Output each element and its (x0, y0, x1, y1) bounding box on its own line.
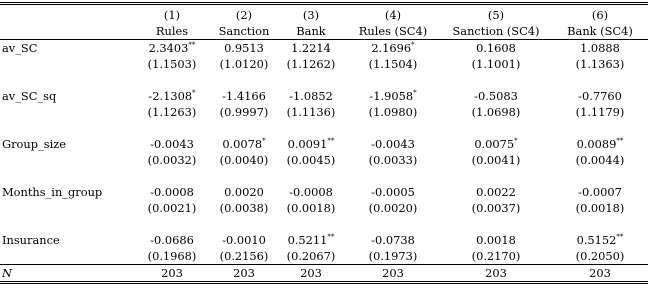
coefficient-cell (212, 232, 276, 248)
standard-error-cell: (1.1179) (575, 105, 625, 119)
standard-error-cell: (1.0120) (219, 57, 269, 71)
coefficient-row (0, 232, 648, 248)
standard-error-cell: (0.0038) (219, 201, 269, 215)
spacer-cell (132, 72, 212, 88)
coefficient-value: -0.0043 (371, 137, 415, 151)
coefficient-cell (552, 184, 648, 200)
coefficient-value: 1.2214 (291, 41, 331, 55)
observations-value: 203 (132, 265, 212, 283)
coefficient-cell (276, 136, 346, 152)
coefficient-value: -0.0007 (578, 185, 622, 199)
standard-error-cell: (1.0980) (368, 105, 418, 119)
coefficient-value: 0.5152 (576, 233, 617, 247)
column-name-row (0, 23, 648, 40)
coefficient-cell (552, 136, 648, 152)
spacer-cell (276, 216, 346, 232)
observations-value: 203 (552, 265, 648, 283)
coefficient-row (0, 40, 648, 57)
coefficient-value: 2.3403 (148, 41, 189, 55)
coefficient-value: 0.1608 (476, 41, 516, 55)
row-label-blank (0, 152, 132, 168)
coefficient-cell (552, 40, 648, 57)
header-stub (0, 4, 132, 24)
coefficient-value: 0.0018 (476, 233, 516, 247)
standard-error-cell: (0.0033) (368, 153, 418, 167)
significance-stars: * (192, 89, 196, 97)
standard-error-cell: (0.0018) (575, 201, 625, 215)
coefficient-value: -1.9058 (369, 89, 414, 103)
header-stub (0, 23, 132, 40)
spacer-cell (0, 120, 132, 136)
spacer-cell (212, 72, 276, 88)
coefficient-cell (346, 88, 440, 104)
observations-label (0, 265, 132, 283)
row-label-blank (0, 248, 132, 265)
spacer-cell (552, 120, 648, 136)
coefficient-value: -0.0010 (222, 233, 266, 247)
coefficient-value: 0.0078 (222, 137, 263, 151)
standard-error-cell: (0.0045) (286, 153, 336, 167)
coefficient-value: 0.0022 (476, 185, 516, 199)
spacer-cell (276, 72, 346, 88)
standard-error-cell: (0.0021) (147, 201, 197, 215)
spacer-cell (276, 168, 346, 184)
column-number-row (0, 4, 648, 24)
coefficient-value: 0.0089 (576, 137, 617, 151)
row-label: Insurance (2, 233, 60, 247)
column-number: (6) (552, 4, 648, 24)
column-name: Rules (SC4) (358, 24, 428, 38)
coefficient-row (0, 184, 648, 200)
coefficient-value: 1.0888 (580, 41, 620, 55)
spacer-cell (346, 120, 440, 136)
significance-stars: ** (616, 233, 624, 241)
standard-error-cell: (0.0044) (575, 153, 625, 167)
column-number: (3) (276, 4, 346, 24)
standard-error-cell: (0.2170) (471, 249, 521, 263)
coefficient-value: 0.5211 (287, 233, 328, 247)
spacer-cell (132, 168, 212, 184)
coefficient-row (0, 88, 648, 104)
coefficient-cell (346, 232, 440, 248)
coefficient-cell (212, 40, 276, 57)
coefficient-row (0, 136, 648, 152)
coefficient-value: -0.0008 (289, 185, 333, 199)
column-number: (4) (346, 4, 440, 24)
standard-error-cell: (1.1263) (147, 105, 197, 119)
coefficient-value: 0.0020 (224, 185, 264, 199)
coefficient-cell (132, 232, 212, 248)
spacer-row (0, 120, 648, 136)
significance-stars: ** (188, 41, 196, 49)
standard-error-cell: (1.1262) (286, 57, 336, 71)
coefficient-value: -1.4166 (222, 89, 266, 103)
row-label: av_SC (0, 40, 132, 57)
spacer-cell (552, 168, 648, 184)
spacer-cell (0, 216, 132, 232)
spacer-cell (0, 72, 132, 88)
observations-value: 203 (276, 265, 346, 283)
spacer-row (0, 216, 648, 232)
coefficient-cell (346, 136, 440, 152)
coefficient-cell (132, 184, 212, 200)
coefficient-cell (440, 40, 552, 57)
coefficient-cell (276, 184, 346, 200)
standard-error-row (0, 248, 648, 265)
coefficient-value: -0.0738 (371, 233, 415, 247)
spacer-cell (212, 168, 276, 184)
standard-error-cell: (0.2050) (575, 249, 625, 263)
coefficient-value: 0.0075 (474, 137, 515, 151)
significance-stars: * (413, 89, 417, 97)
spacer-cell (552, 216, 648, 232)
standard-error-cell: (0.0037) (471, 201, 521, 215)
standard-error-row (0, 200, 648, 216)
coefficient-cell (346, 184, 440, 200)
column-number: (2) (212, 4, 276, 24)
coefficient-cell (440, 232, 552, 248)
row-label: Months_in_group (2, 185, 103, 199)
spacer-cell (440, 216, 552, 232)
coefficient-cell (552, 88, 648, 104)
spacer-cell (212, 216, 276, 232)
column-number: (5) (440, 4, 552, 24)
coefficient-value: -0.7760 (578, 89, 622, 103)
significance-stars: * (262, 137, 266, 145)
standard-error-cell: (1.1363) (575, 57, 625, 71)
coefficient-value: -0.5083 (474, 89, 518, 103)
standard-error-cell: (1.1503) (147, 57, 197, 71)
coefficient-cell (212, 136, 276, 152)
standard-error-cell: (1.1001) (471, 57, 521, 71)
coefficient-value: -0.0686 (150, 233, 194, 247)
standard-error-cell: (1.1136) (286, 105, 336, 119)
standard-error-cell: (0.1973) (368, 249, 418, 263)
coefficient-cell (276, 232, 346, 248)
significance-stars: ** (327, 137, 335, 145)
coefficient-cell (276, 40, 346, 57)
spacer-cell (0, 168, 132, 184)
row-label-blank (0, 200, 132, 216)
spacer-cell (346, 168, 440, 184)
standard-error-cell: (0.9997) (219, 105, 269, 119)
standard-error-row (0, 104, 648, 120)
observations-label-text: N (2, 266, 12, 280)
column-name: Sanction (218, 24, 270, 38)
coefficient-cell (440, 136, 552, 152)
coefficient-value: -0.0008 (150, 185, 194, 199)
coefficient-value: -0.0043 (150, 137, 194, 151)
column-name: Bank (SC4) (567, 24, 633, 38)
coefficient-value: 0.0091 (287, 137, 328, 151)
row-label: av_SC_sq (2, 89, 57, 103)
coefficient-cell (440, 88, 552, 104)
significance-stars: * (411, 41, 415, 49)
observations-value: 203 (346, 265, 440, 283)
coefficient-cell (212, 88, 276, 104)
observations-value: 203 (440, 265, 552, 283)
table-body (0, 4, 648, 283)
standard-error-cell: (0.2156) (219, 249, 269, 263)
spacer-cell (132, 216, 212, 232)
row-label: Group_size (2, 137, 66, 151)
spacer-cell (552, 72, 648, 88)
coefficient-value: -1.0852 (289, 89, 333, 103)
column-name: Rules (155, 24, 189, 38)
coefficient-value: 2.1696 (371, 41, 412, 55)
spacer-cell (346, 216, 440, 232)
standard-error-cell: (0.2067) (286, 249, 336, 263)
regression-table (0, 2, 648, 284)
coefficient-cell (440, 184, 552, 200)
spacer-row (0, 168, 648, 184)
coefficient-cell (552, 232, 648, 248)
significance-stars: ** (616, 137, 624, 145)
standard-error-cell: (0.0041) (471, 153, 521, 167)
coefficient-value: 0.9513 (224, 41, 264, 55)
spacer-cell (346, 72, 440, 88)
coefficient-cell (276, 88, 346, 104)
coefficient-cell (212, 184, 276, 200)
standard-error-cell: (0.0040) (219, 153, 269, 167)
coefficient-cell (346, 40, 440, 57)
spacer-cell (440, 120, 552, 136)
spacer-cell (132, 120, 212, 136)
row-label-blank (0, 56, 132, 72)
standard-error-cell: (0.0018) (286, 201, 336, 215)
coefficient-cell (132, 136, 212, 152)
spacer-cell (440, 72, 552, 88)
spacer-cell (212, 120, 276, 136)
observations-row (0, 265, 648, 283)
coefficient-cell (132, 88, 212, 104)
column-name: Bank (296, 24, 326, 38)
significance-stars: ** (327, 233, 335, 241)
column-number: (1) (132, 4, 212, 24)
row-label-blank (0, 104, 132, 120)
coefficient-cell (132, 40, 212, 57)
standard-error-cell: (1.0698) (471, 105, 521, 119)
coefficient-value: -2.1308 (148, 89, 193, 103)
observations-value: 203 (212, 265, 276, 283)
standard-error-cell: (0.0032) (147, 153, 197, 167)
standard-error-row (0, 152, 648, 168)
standard-error-cell: (0.1968) (147, 249, 197, 263)
standard-error-cell: (0.0020) (368, 201, 418, 215)
column-name: Sanction (SC4) (452, 24, 540, 38)
spacer-cell (440, 168, 552, 184)
spacer-cell (276, 120, 346, 136)
coefficient-value: -0.0005 (371, 185, 415, 199)
significance-stars: * (514, 137, 518, 145)
standard-error-row (0, 56, 648, 72)
spacer-row (0, 72, 648, 88)
standard-error-cell: (1.1504) (368, 57, 418, 71)
